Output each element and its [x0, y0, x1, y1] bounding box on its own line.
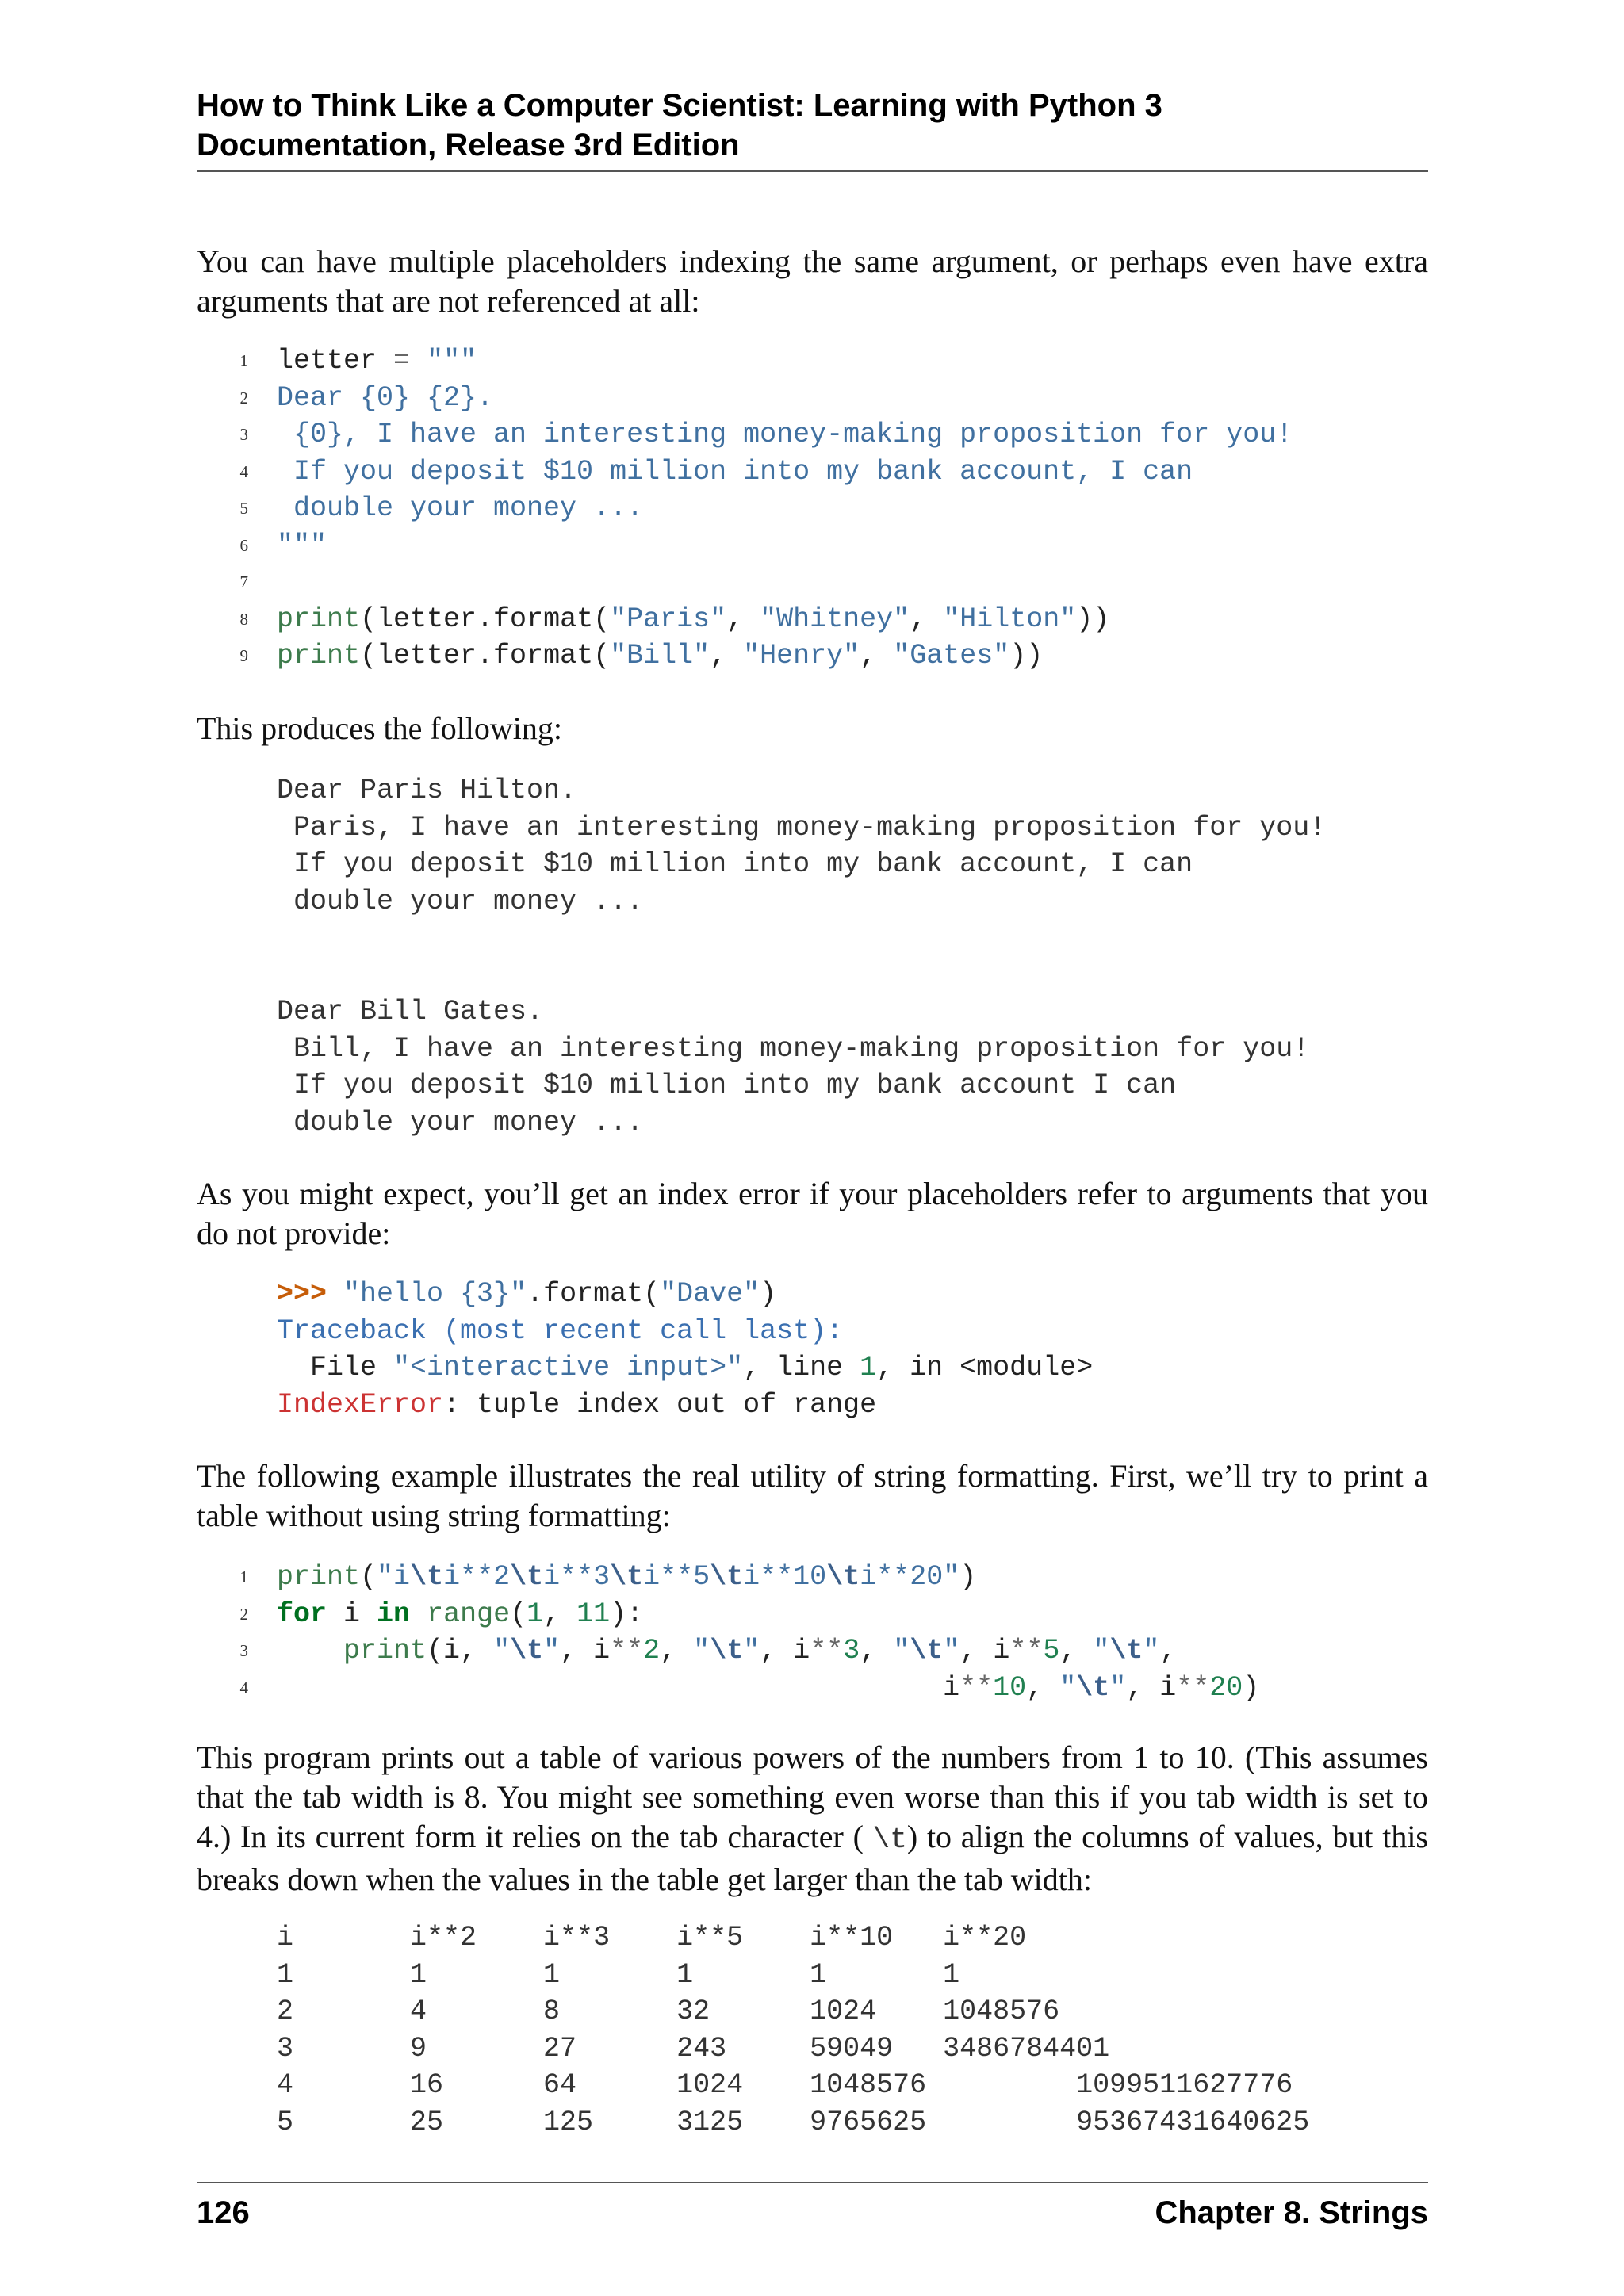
inline-code-tab: \t: [872, 1823, 907, 1856]
code-token: range: [427, 1598, 511, 1630]
code-token: (i,: [427, 1635, 494, 1667]
code-token: ,: [543, 1598, 577, 1630]
paragraph-produces: This produces the following:: [197, 710, 563, 746]
code-token: [410, 1598, 427, 1630]
line-number: 4: [239, 461, 248, 481]
code-text: [277, 1387, 876, 1424]
code-token: "Dave": [660, 1278, 760, 1310]
output-block-powers-table: [197, 1919, 1428, 2141]
paragraph-index-error: As you might expect, you’ll get an index error if your placeholders refer to arguments that you do not provide:: [197, 1176, 1428, 1251]
paragraph-tab-width-part-1: This program prints out a table of various powers of the numbers from 1 to 10. (This assumes that the tab width is 8. You might see something even worse than this if you tab width is set to 4.) In its current form it relies on the tab character (: [197, 1739, 1428, 1854]
code-token: , i: [560, 1635, 611, 1667]
code-token: print: [277, 640, 361, 672]
paragraph-tab-width: [197, 1738, 1428, 1900]
code-text: [277, 490, 643, 527]
output-line: [197, 1067, 1428, 1104]
code-token: (letter.format(: [360, 603, 611, 635]
code-line: [197, 1313, 1428, 1350]
code-token: "hello {3}": [343, 1278, 527, 1310]
output-line: [197, 920, 1428, 957]
output-text: Dear Bill Gates.: [277, 996, 544, 1027]
output-text: Dear Paris Hilton.: [277, 775, 577, 806]
code-token: print: [277, 603, 361, 635]
code-token: ": [493, 1635, 511, 1667]
output-line: [197, 1031, 1428, 1068]
code-token: [410, 345, 427, 377]
output-text: i i**2 i**3 i**5 i**10 i**20: [277, 1922, 1027, 1954]
code-token: ,: [726, 603, 760, 635]
code-token: **: [1176, 1671, 1210, 1704]
code-token: **: [1009, 1635, 1044, 1667]
code-token: """: [277, 529, 327, 561]
page-header: [197, 86, 1428, 165]
code-token: >>>: [277, 1278, 327, 1310]
document-page: [197, 0, 1428, 2296]
output-line: [197, 772, 1428, 809]
footer-divider: [197, 2182, 1428, 2183]
code-token: i**3: [543, 1561, 611, 1593]
code-token: ": [1059, 1671, 1077, 1704]
output-line: [197, 1957, 1428, 1994]
code-line: [197, 1596, 1428, 1633]
code-text: [277, 1276, 776, 1313]
code-token: \t: [510, 1635, 544, 1667]
output-text: Paris, I have an interesting money-making proposition for you!: [277, 811, 1327, 844]
code-token: \t: [1109, 1635, 1143, 1667]
code-token: IndexError: [277, 1388, 444, 1421]
line-number: 4: [239, 1678, 248, 1697]
output-line: [197, 2104, 1428, 2141]
line-number: 2: [239, 1604, 248, 1624]
code-token: ): [760, 1278, 777, 1310]
output-line: [197, 2067, 1428, 2104]
output-text: 4 16 64 1024 1048576 1099511627776: [277, 2069, 1293, 2101]
chapter-title: Chapter 8. Strings: [1155, 2195, 1428, 2230]
code-token: **: [610, 1635, 644, 1667]
code-token: ": [1093, 1635, 1110, 1667]
code-token: ,: [660, 1635, 694, 1667]
line-number: 9: [239, 646, 248, 665]
code-token: )): [1009, 640, 1044, 672]
output-line: [197, 993, 1428, 1031]
code-text: [277, 1670, 1259, 1707]
code-token: , line: [743, 1352, 860, 1383]
code-token: , i: [760, 1635, 810, 1667]
code-text: [277, 1596, 643, 1633]
code-token: ): [1243, 1671, 1260, 1704]
code-token: ": [893, 1635, 910, 1667]
code-token: ,: [710, 640, 744, 672]
output-text: If you deposit $10 million into my bank account, I can: [277, 848, 1193, 880]
code-token: "i: [377, 1561, 411, 1593]
output-line: [197, 809, 1428, 847]
code-text: [277, 1632, 1176, 1670]
code-token: in: [377, 1598, 411, 1630]
code-token: \t: [710, 1561, 744, 1593]
code-line: [197, 1349, 1428, 1387]
code-token: i**2: [443, 1561, 511, 1593]
code-text: [277, 380, 493, 417]
code-line: [197, 1387, 1428, 1424]
code-token: for: [277, 1598, 327, 1630]
code-token: , in <module>: [876, 1352, 1094, 1383]
line-number: 3: [239, 425, 248, 444]
code-text: [277, 1349, 1093, 1387]
code-line: [197, 1559, 1428, 1596]
code-token: Dear {0} {2}.: [277, 381, 494, 414]
output-text: 1 1 1 1 1 1: [277, 1958, 960, 1991]
code-token: \t: [710, 1635, 744, 1667]
code-line: [197, 1632, 1428, 1670]
code-token: ": [743, 1635, 760, 1667]
line-number: 5: [239, 499, 248, 518]
code-token: ": [543, 1635, 561, 1667]
output-text: If you deposit $10 million into my bank account I can: [277, 1070, 1177, 1101]
code-token: 2: [643, 1635, 661, 1667]
code-text: [277, 1559, 976, 1596]
line-number: 1: [239, 1567, 248, 1586]
code-token: , i: [959, 1635, 1010, 1667]
code-token: , i: [1126, 1671, 1177, 1704]
code-token: ):: [610, 1598, 644, 1630]
code-token: ,: [1059, 1635, 1094, 1667]
code-token: "Bill": [610, 640, 710, 672]
paragraph-placeholders: You can have multiple placeholders indexing the same argument, or perhaps even have extra arguments that are not referenced at all:: [197, 243, 1428, 319]
code-text: [277, 453, 1193, 491]
code-token: (letter.format(: [360, 640, 611, 672]
output-block-letters: [197, 772, 1428, 1141]
line-number: 8: [239, 609, 248, 629]
code-token: "Paris": [610, 603, 727, 635]
code-token: [277, 1635, 343, 1667]
code-token: i**20": [860, 1561, 960, 1593]
code-text: [277, 1313, 843, 1350]
interactive-session-block: [197, 1276, 1428, 1423]
code-token: double your money ...: [277, 492, 644, 524]
code-token: If you deposit $10 million into my bank account, I can: [277, 455, 1193, 488]
code-token: 1: [527, 1598, 544, 1630]
code-token: **: [810, 1635, 844, 1667]
output-line: [197, 2030, 1428, 2068]
code-line: [197, 527, 1428, 564]
code-token: "Whitney": [760, 603, 910, 635]
code-token: .format(: [527, 1278, 661, 1310]
paragraph-table-example: The following example illustrates the real utility of string formatting. First, we’ll try to print a table without using string formatting:: [197, 1458, 1428, 1533]
code-line: [197, 416, 1428, 453]
line-number: 2: [239, 388, 248, 408]
output-line: [197, 1104, 1428, 1142]
output-text: double your money ...: [277, 885, 644, 917]
code-token: (: [510, 1598, 527, 1630]
code-token: 5: [1043, 1635, 1060, 1667]
code-token: Traceback (most recent call last):: [277, 1314, 844, 1347]
code-text: [277, 527, 327, 564]
code-text: [277, 637, 1043, 675]
code-token: i: [327, 1598, 377, 1630]
code-token: =: [393, 345, 411, 377]
code-token: print: [277, 1561, 361, 1593]
line-number: 7: [239, 572, 248, 591]
code-token: 3: [843, 1635, 860, 1667]
line-number: 6: [239, 535, 248, 555]
header-title-line-2: Documentation, Release 3rd Edition: [197, 128, 740, 163]
code-token: """: [427, 345, 477, 377]
code-token: ,: [860, 640, 894, 672]
code-token: ": [943, 1635, 960, 1667]
code-token: \t: [910, 1635, 944, 1667]
header-divider: [197, 170, 1428, 172]
output-line: [197, 846, 1428, 883]
code-token: letter: [277, 345, 394, 377]
code-token: ,: [910, 603, 944, 635]
output-line: [197, 1993, 1428, 2030]
code-token: ,: [860, 1635, 894, 1667]
code-token: ": [1143, 1635, 1160, 1667]
code-line: [197, 564, 1428, 601]
code-token: 10: [993, 1671, 1027, 1704]
code-line: [197, 380, 1428, 417]
code-token: i**5: [643, 1561, 710, 1593]
code-token: i: [277, 1671, 960, 1704]
code-token: **: [959, 1671, 994, 1704]
output-text: 2 4 8 32 1024 1048576: [277, 1996, 1060, 2027]
code-text: [277, 601, 1109, 638]
code-token: \t: [610, 1561, 644, 1593]
code-token: ): [959, 1561, 977, 1593]
code-token: "Gates": [893, 640, 1010, 672]
code-line: [197, 342, 1428, 380]
page-number: 126: [197, 2195, 250, 2230]
line-number: 1: [239, 351, 248, 370]
code-line: [197, 601, 1428, 638]
output-line: [197, 1919, 1428, 1957]
code-token: {0}, I have an interesting money-making proposition for you!: [277, 419, 1293, 450]
code-line: [197, 637, 1428, 675]
output-text: double your money ...: [277, 1106, 644, 1138]
code-token: ,: [1026, 1671, 1060, 1704]
code-token: 20: [1209, 1671, 1243, 1704]
code-token: "Hilton": [943, 603, 1077, 635]
code-token: i**10: [743, 1561, 827, 1593]
code-token: print: [343, 1635, 427, 1667]
code-token: ": [1109, 1671, 1127, 1704]
code-token: \t: [510, 1561, 544, 1593]
output-text: 5 25 125 3125 9765625 95367431640625: [277, 2106, 1310, 2138]
code-line: [197, 453, 1428, 491]
header-title-line-1: How to Think Like a Computer Scientist: Learning with Python 3: [197, 88, 1162, 123]
paragraph-tab-width-part-2: ) to align the columns of values, but this breaks down when the values in the table get larger than the tab width:: [197, 1819, 1428, 1897]
output-line: [197, 957, 1428, 994]
code-token: \t: [410, 1561, 444, 1593]
output-text: 3 9 27 243 59049 3486784401: [277, 2032, 1110, 2064]
code-token: "Henry": [743, 640, 860, 672]
code-token: File: [277, 1352, 394, 1383]
line-number: 3: [239, 1641, 248, 1660]
code-token: 11: [576, 1598, 611, 1630]
code-block-letter-format: [197, 342, 1428, 675]
code-token: ,: [1159, 1635, 1177, 1667]
output-line: [197, 883, 1428, 920]
code-block-powers-table: [197, 1559, 1428, 1706]
code-token: [327, 1278, 343, 1310]
code-token: )): [1076, 603, 1110, 635]
code-token: 1: [860, 1352, 877, 1383]
code-token: (: [360, 1561, 377, 1593]
code-token: "<interactive input>": [393, 1352, 744, 1383]
code-token: \t: [1076, 1671, 1110, 1704]
code-token: ": [693, 1635, 710, 1667]
code-line: [197, 490, 1428, 527]
code-text: [277, 416, 1293, 453]
code-text: [277, 342, 477, 380]
code-token: \t: [826, 1561, 860, 1593]
code-line: [197, 1276, 1428, 1313]
code-token: : tuple index out of range: [443, 1388, 877, 1421]
output-text: Bill, I have an interesting money-making proposition for you!: [277, 1032, 1310, 1065]
code-line: [197, 1670, 1428, 1707]
